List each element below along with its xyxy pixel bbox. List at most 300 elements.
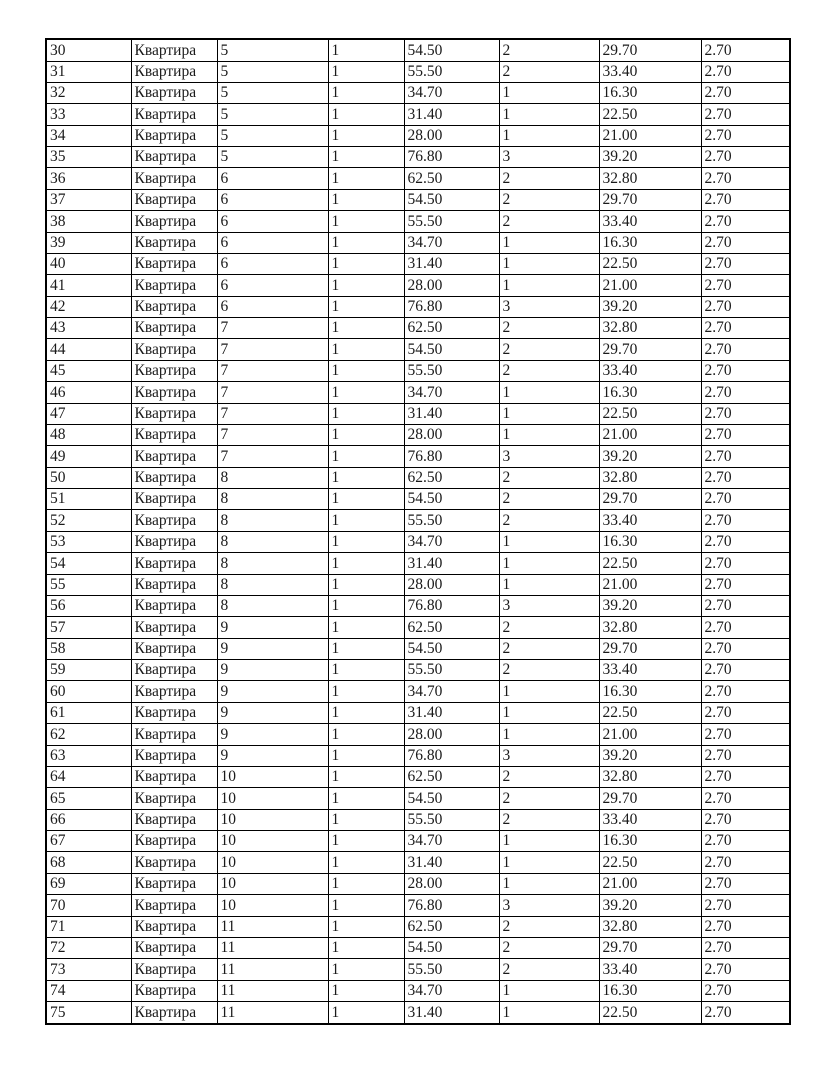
cell-floor: 11 bbox=[217, 959, 328, 980]
cell-ceiling-height: 2.70 bbox=[701, 873, 790, 894]
table-row bbox=[46, 788, 790, 809]
cell-object-type: Квартира bbox=[131, 232, 217, 253]
table-row bbox=[46, 39, 790, 61]
cell-room-count: 2 bbox=[499, 788, 599, 809]
cell-ceiling-height: 2.70 bbox=[701, 595, 790, 616]
cell-row-number: 52 bbox=[46, 510, 131, 531]
cell-total-area: 31.40 bbox=[404, 553, 499, 574]
cell-floor: 5 bbox=[217, 125, 328, 146]
cell-object-type: Квартира bbox=[131, 467, 217, 488]
cell-section: 1 bbox=[328, 189, 404, 210]
cell-object-type: Квартира bbox=[131, 82, 217, 103]
cell-row-number: 56 bbox=[46, 595, 131, 616]
cell-total-area: 55.50 bbox=[404, 809, 499, 830]
table-row bbox=[46, 595, 790, 616]
cell-ceiling-height: 2.70 bbox=[701, 82, 790, 103]
cell-object-type: Квартира bbox=[131, 168, 217, 189]
cell-room-count: 1 bbox=[499, 125, 599, 146]
cell-room-count: 1 bbox=[499, 574, 599, 595]
cell-living-area: 16.30 bbox=[599, 382, 701, 403]
cell-object-type: Квартира bbox=[131, 959, 217, 980]
cell-total-area: 54.50 bbox=[404, 937, 499, 958]
cell-room-count: 1 bbox=[499, 980, 599, 1001]
cell-object-type: Квартира bbox=[131, 937, 217, 958]
cell-row-number: 42 bbox=[46, 296, 131, 317]
cell-row-number: 43 bbox=[46, 318, 131, 339]
table-row bbox=[46, 895, 790, 916]
cell-room-count: 2 bbox=[499, 360, 599, 381]
cell-total-area: 76.80 bbox=[404, 745, 499, 766]
cell-room-count: 2 bbox=[499, 339, 599, 360]
cell-object-type: Квартира bbox=[131, 980, 217, 1001]
cell-floor: 8 bbox=[217, 553, 328, 574]
cell-section: 1 bbox=[328, 510, 404, 531]
cell-ceiling-height: 2.70 bbox=[701, 617, 790, 638]
cell-ceiling-height: 2.70 bbox=[701, 916, 790, 937]
cell-row-number: 69 bbox=[46, 873, 131, 894]
cell-total-area: 54.50 bbox=[404, 489, 499, 510]
cell-ceiling-height: 2.70 bbox=[701, 211, 790, 232]
cell-row-number: 36 bbox=[46, 168, 131, 189]
cell-total-area: 76.80 bbox=[404, 296, 499, 317]
cell-room-count: 2 bbox=[499, 959, 599, 980]
cell-floor: 6 bbox=[217, 296, 328, 317]
cell-row-number: 67 bbox=[46, 831, 131, 852]
table-row bbox=[46, 253, 790, 274]
cell-object-type: Квартира bbox=[131, 424, 217, 445]
cell-floor: 5 bbox=[217, 147, 328, 168]
table-row bbox=[46, 766, 790, 787]
cell-ceiling-height: 2.70 bbox=[701, 296, 790, 317]
cell-object-type: Квартира bbox=[131, 339, 217, 360]
cell-room-count: 1 bbox=[499, 1002, 599, 1024]
cell-object-type: Квартира bbox=[131, 574, 217, 595]
cell-floor: 5 bbox=[217, 39, 328, 61]
cell-living-area: 29.70 bbox=[599, 339, 701, 360]
cell-floor: 10 bbox=[217, 809, 328, 830]
cell-living-area: 16.30 bbox=[599, 980, 701, 1001]
cell-room-count: 1 bbox=[499, 275, 599, 296]
cell-row-number: 60 bbox=[46, 681, 131, 702]
cell-object-type: Квартира bbox=[131, 147, 217, 168]
cell-row-number: 54 bbox=[46, 553, 131, 574]
cell-total-area: 54.50 bbox=[404, 788, 499, 809]
cell-section: 1 bbox=[328, 232, 404, 253]
cell-total-area: 76.80 bbox=[404, 446, 499, 467]
cell-section: 1 bbox=[328, 275, 404, 296]
cell-total-area: 55.50 bbox=[404, 660, 499, 681]
cell-row-number: 45 bbox=[46, 360, 131, 381]
cell-section: 1 bbox=[328, 211, 404, 232]
cell-object-type: Квартира bbox=[131, 660, 217, 681]
cell-room-count: 2 bbox=[499, 318, 599, 339]
cell-row-number: 49 bbox=[46, 446, 131, 467]
cell-row-number: 53 bbox=[46, 531, 131, 552]
cell-section: 1 bbox=[328, 318, 404, 339]
table-row bbox=[46, 681, 790, 702]
table-row bbox=[46, 382, 790, 403]
cell-living-area: 32.80 bbox=[599, 766, 701, 787]
table-row bbox=[46, 510, 790, 531]
cell-section: 1 bbox=[328, 895, 404, 916]
cell-total-area: 62.50 bbox=[404, 168, 499, 189]
cell-section: 1 bbox=[328, 766, 404, 787]
cell-room-count: 2 bbox=[499, 916, 599, 937]
table-row bbox=[46, 125, 790, 146]
cell-room-count: 2 bbox=[499, 211, 599, 232]
cell-total-area: 62.50 bbox=[404, 766, 499, 787]
table-row bbox=[46, 489, 790, 510]
cell-total-area: 28.00 bbox=[404, 873, 499, 894]
cell-ceiling-height: 2.70 bbox=[701, 745, 790, 766]
table-row bbox=[46, 189, 790, 210]
cell-living-area: 32.80 bbox=[599, 168, 701, 189]
cell-living-area: 22.50 bbox=[599, 1002, 701, 1024]
cell-total-area: 28.00 bbox=[404, 125, 499, 146]
cell-ceiling-height: 2.70 bbox=[701, 104, 790, 125]
cell-row-number: 65 bbox=[46, 788, 131, 809]
cell-total-area: 54.50 bbox=[404, 339, 499, 360]
cell-row-number: 38 bbox=[46, 211, 131, 232]
cell-total-area: 31.40 bbox=[404, 403, 499, 424]
cell-living-area: 22.50 bbox=[599, 553, 701, 574]
cell-section: 1 bbox=[328, 382, 404, 403]
table-row bbox=[46, 702, 790, 723]
cell-ceiling-height: 2.70 bbox=[701, 446, 790, 467]
cell-room-count: 2 bbox=[499, 766, 599, 787]
cell-section: 1 bbox=[328, 831, 404, 852]
cell-floor: 9 bbox=[217, 617, 328, 638]
cell-object-type: Квартира bbox=[131, 211, 217, 232]
table-row bbox=[46, 82, 790, 103]
cell-total-area: 62.50 bbox=[404, 318, 499, 339]
cell-living-area: 16.30 bbox=[599, 531, 701, 552]
cell-row-number: 47 bbox=[46, 403, 131, 424]
table-row bbox=[46, 424, 790, 445]
cell-ceiling-height: 2.70 bbox=[701, 147, 790, 168]
cell-object-type: Квартира bbox=[131, 852, 217, 873]
apartments-table-body bbox=[46, 39, 790, 1024]
cell-section: 1 bbox=[328, 916, 404, 937]
cell-section: 1 bbox=[328, 937, 404, 958]
cell-floor: 7 bbox=[217, 446, 328, 467]
cell-floor: 6 bbox=[217, 253, 328, 274]
cell-living-area: 21.00 bbox=[599, 574, 701, 595]
cell-total-area: 34.70 bbox=[404, 232, 499, 253]
cell-row-number: 68 bbox=[46, 852, 131, 873]
cell-object-type: Квартира bbox=[131, 724, 217, 745]
cell-row-number: 37 bbox=[46, 189, 131, 210]
cell-row-number: 48 bbox=[46, 424, 131, 445]
table-row bbox=[46, 360, 790, 381]
cell-living-area: 33.40 bbox=[599, 660, 701, 681]
cell-floor: 9 bbox=[217, 638, 328, 659]
cell-section: 1 bbox=[328, 39, 404, 61]
table-row bbox=[46, 553, 790, 574]
cell-floor: 10 bbox=[217, 852, 328, 873]
cell-section: 1 bbox=[328, 104, 404, 125]
table-row bbox=[46, 446, 790, 467]
cell-ceiling-height: 2.70 bbox=[701, 61, 790, 82]
cell-living-area: 16.30 bbox=[599, 232, 701, 253]
cell-ceiling-height: 2.70 bbox=[701, 724, 790, 745]
cell-living-area: 21.00 bbox=[599, 424, 701, 445]
cell-section: 1 bbox=[328, 617, 404, 638]
cell-room-count: 3 bbox=[499, 745, 599, 766]
cell-living-area: 33.40 bbox=[599, 61, 701, 82]
cell-total-area: 31.40 bbox=[404, 253, 499, 274]
cell-ceiling-height: 2.70 bbox=[701, 360, 790, 381]
cell-row-number: 35 bbox=[46, 147, 131, 168]
cell-floor: 6 bbox=[217, 168, 328, 189]
cell-living-area: 16.30 bbox=[599, 831, 701, 852]
cell-section: 1 bbox=[328, 296, 404, 317]
cell-floor: 6 bbox=[217, 275, 328, 296]
cell-total-area: 55.50 bbox=[404, 959, 499, 980]
cell-floor: 5 bbox=[217, 104, 328, 125]
cell-row-number: 30 bbox=[46, 39, 131, 61]
cell-room-count: 1 bbox=[499, 403, 599, 424]
cell-living-area: 39.20 bbox=[599, 745, 701, 766]
cell-floor: 7 bbox=[217, 424, 328, 445]
cell-section: 1 bbox=[328, 724, 404, 745]
cell-total-area: 28.00 bbox=[404, 275, 499, 296]
cell-living-area: 21.00 bbox=[599, 724, 701, 745]
cell-ceiling-height: 2.70 bbox=[701, 168, 790, 189]
cell-ceiling-height: 2.70 bbox=[701, 660, 790, 681]
cell-total-area: 34.70 bbox=[404, 980, 499, 1001]
cell-row-number: 39 bbox=[46, 232, 131, 253]
cell-room-count: 2 bbox=[499, 39, 599, 61]
cell-ceiling-height: 2.70 bbox=[701, 339, 790, 360]
cell-section: 1 bbox=[328, 147, 404, 168]
cell-living-area: 22.50 bbox=[599, 104, 701, 125]
apartments-table bbox=[45, 38, 791, 1025]
cell-section: 1 bbox=[328, 574, 404, 595]
cell-living-area: 22.50 bbox=[599, 403, 701, 424]
cell-section: 1 bbox=[328, 788, 404, 809]
cell-section: 1 bbox=[328, 852, 404, 873]
cell-room-count: 1 bbox=[499, 232, 599, 253]
cell-room-count: 2 bbox=[499, 61, 599, 82]
table-row bbox=[46, 339, 790, 360]
cell-ceiling-height: 2.70 bbox=[701, 809, 790, 830]
cell-room-count: 3 bbox=[499, 595, 599, 616]
cell-floor: 10 bbox=[217, 895, 328, 916]
cell-room-count: 3 bbox=[499, 446, 599, 467]
cell-section: 1 bbox=[328, 595, 404, 616]
cell-ceiling-height: 2.70 bbox=[701, 553, 790, 574]
cell-floor: 10 bbox=[217, 873, 328, 894]
cell-total-area: 62.50 bbox=[404, 467, 499, 488]
cell-object-type: Квартира bbox=[131, 489, 217, 510]
cell-object-type: Квартира bbox=[131, 318, 217, 339]
cell-section: 1 bbox=[328, 403, 404, 424]
cell-ceiling-height: 2.70 bbox=[701, 638, 790, 659]
cell-living-area: 32.80 bbox=[599, 916, 701, 937]
cell-room-count: 1 bbox=[499, 253, 599, 274]
cell-room-count: 2 bbox=[499, 809, 599, 830]
table-row bbox=[46, 1002, 790, 1024]
cell-floor: 10 bbox=[217, 831, 328, 852]
cell-living-area: 39.20 bbox=[599, 296, 701, 317]
cell-object-type: Квартира bbox=[131, 382, 217, 403]
table-row bbox=[46, 617, 790, 638]
cell-floor: 8 bbox=[217, 595, 328, 616]
cell-row-number: 50 bbox=[46, 467, 131, 488]
cell-section: 1 bbox=[328, 82, 404, 103]
cell-ceiling-height: 2.70 bbox=[701, 318, 790, 339]
cell-ceiling-height: 2.70 bbox=[701, 702, 790, 723]
table-row bbox=[46, 873, 790, 894]
cell-ceiling-height: 2.70 bbox=[701, 766, 790, 787]
cell-ceiling-height: 2.70 bbox=[701, 403, 790, 424]
cell-ceiling-height: 2.70 bbox=[701, 1002, 790, 1024]
table-row bbox=[46, 980, 790, 1001]
cell-living-area: 21.00 bbox=[599, 873, 701, 894]
cell-floor: 10 bbox=[217, 788, 328, 809]
cell-living-area: 22.50 bbox=[599, 253, 701, 274]
cell-row-number: 73 bbox=[46, 959, 131, 980]
table-row bbox=[46, 296, 790, 317]
cell-floor: 9 bbox=[217, 702, 328, 723]
cell-room-count: 2 bbox=[499, 638, 599, 659]
table-row bbox=[46, 937, 790, 958]
cell-total-area: 55.50 bbox=[404, 510, 499, 531]
cell-section: 1 bbox=[328, 467, 404, 488]
cell-row-number: 74 bbox=[46, 980, 131, 1001]
cell-floor: 9 bbox=[217, 660, 328, 681]
cell-row-number: 46 bbox=[46, 382, 131, 403]
cell-room-count: 2 bbox=[499, 510, 599, 531]
cell-total-area: 34.70 bbox=[404, 82, 499, 103]
cell-ceiling-height: 2.70 bbox=[701, 39, 790, 61]
cell-object-type: Квартира bbox=[131, 831, 217, 852]
cell-living-area: 29.70 bbox=[599, 189, 701, 210]
cell-object-type: Квартира bbox=[131, 296, 217, 317]
cell-room-count: 1 bbox=[499, 702, 599, 723]
cell-floor: 10 bbox=[217, 766, 328, 787]
cell-object-type: Квартира bbox=[131, 403, 217, 424]
table-row bbox=[46, 852, 790, 873]
cell-row-number: 34 bbox=[46, 125, 131, 146]
cell-floor: 5 bbox=[217, 61, 328, 82]
cell-living-area: 39.20 bbox=[599, 895, 701, 916]
cell-living-area: 21.00 bbox=[599, 125, 701, 146]
table-row bbox=[46, 403, 790, 424]
cell-object-type: Квартира bbox=[131, 446, 217, 467]
cell-object-type: Квартира bbox=[131, 681, 217, 702]
cell-ceiling-height: 2.70 bbox=[701, 489, 790, 510]
cell-row-number: 44 bbox=[46, 339, 131, 360]
cell-row-number: 59 bbox=[46, 660, 131, 681]
cell-ceiling-height: 2.70 bbox=[701, 253, 790, 274]
cell-floor: 9 bbox=[217, 724, 328, 745]
cell-living-area: 29.70 bbox=[599, 788, 701, 809]
cell-section: 1 bbox=[328, 531, 404, 552]
cell-row-number: 51 bbox=[46, 489, 131, 510]
cell-row-number: 64 bbox=[46, 766, 131, 787]
cell-floor: 7 bbox=[217, 382, 328, 403]
cell-living-area: 32.80 bbox=[599, 617, 701, 638]
cell-section: 1 bbox=[328, 1002, 404, 1024]
cell-floor: 11 bbox=[217, 1002, 328, 1024]
cell-object-type: Квартира bbox=[131, 360, 217, 381]
cell-total-area: 31.40 bbox=[404, 852, 499, 873]
cell-object-type: Квартира bbox=[131, 638, 217, 659]
cell-ceiling-height: 2.70 bbox=[701, 959, 790, 980]
cell-floor: 9 bbox=[217, 681, 328, 702]
table-row bbox=[46, 275, 790, 296]
cell-floor: 11 bbox=[217, 916, 328, 937]
cell-object-type: Квартира bbox=[131, 702, 217, 723]
table-row bbox=[46, 211, 790, 232]
cell-room-count: 3 bbox=[499, 147, 599, 168]
cell-floor: 6 bbox=[217, 232, 328, 253]
cell-ceiling-height: 2.70 bbox=[701, 424, 790, 445]
cell-row-number: 55 bbox=[46, 574, 131, 595]
cell-living-area: 29.70 bbox=[599, 39, 701, 61]
cell-living-area: 32.80 bbox=[599, 318, 701, 339]
cell-living-area: 29.70 bbox=[599, 937, 701, 958]
cell-room-count: 3 bbox=[499, 895, 599, 916]
cell-total-area: 28.00 bbox=[404, 724, 499, 745]
cell-floor: 9 bbox=[217, 745, 328, 766]
cell-floor: 7 bbox=[217, 403, 328, 424]
cell-living-area: 33.40 bbox=[599, 211, 701, 232]
cell-ceiling-height: 2.70 bbox=[701, 232, 790, 253]
table-row bbox=[46, 916, 790, 937]
cell-section: 1 bbox=[328, 253, 404, 274]
cell-total-area: 55.50 bbox=[404, 61, 499, 82]
table-row bbox=[46, 467, 790, 488]
cell-room-count: 1 bbox=[499, 531, 599, 552]
cell-section: 1 bbox=[328, 702, 404, 723]
cell-total-area: 54.50 bbox=[404, 189, 499, 210]
cell-ceiling-height: 2.70 bbox=[701, 275, 790, 296]
cell-floor: 11 bbox=[217, 937, 328, 958]
cell-total-area: 31.40 bbox=[404, 1002, 499, 1024]
cell-object-type: Квартира bbox=[131, 873, 217, 894]
cell-room-count: 3 bbox=[499, 296, 599, 317]
table-row bbox=[46, 232, 790, 253]
cell-object-type: Квартира bbox=[131, 61, 217, 82]
cell-living-area: 21.00 bbox=[599, 275, 701, 296]
cell-section: 1 bbox=[328, 489, 404, 510]
cell-row-number: 66 bbox=[46, 809, 131, 830]
cell-room-count: 2 bbox=[499, 937, 599, 958]
cell-floor: 8 bbox=[217, 510, 328, 531]
cell-ceiling-height: 2.70 bbox=[701, 681, 790, 702]
table-row bbox=[46, 831, 790, 852]
cell-object-type: Квартира bbox=[131, 895, 217, 916]
cell-living-area: 32.80 bbox=[599, 467, 701, 488]
cell-ceiling-height: 2.70 bbox=[701, 382, 790, 403]
cell-ceiling-height: 2.70 bbox=[701, 937, 790, 958]
table-row bbox=[46, 809, 790, 830]
cell-object-type: Квартира bbox=[131, 189, 217, 210]
cell-row-number: 75 bbox=[46, 1002, 131, 1024]
cell-object-type: Квартира bbox=[131, 1002, 217, 1024]
cell-total-area: 28.00 bbox=[404, 424, 499, 445]
table-row bbox=[46, 168, 790, 189]
table-row bbox=[46, 574, 790, 595]
cell-ceiling-height: 2.70 bbox=[701, 189, 790, 210]
cell-object-type: Квартира bbox=[131, 788, 217, 809]
table-row bbox=[46, 638, 790, 659]
cell-room-count: 1 bbox=[499, 382, 599, 403]
cell-room-count: 1 bbox=[499, 553, 599, 574]
